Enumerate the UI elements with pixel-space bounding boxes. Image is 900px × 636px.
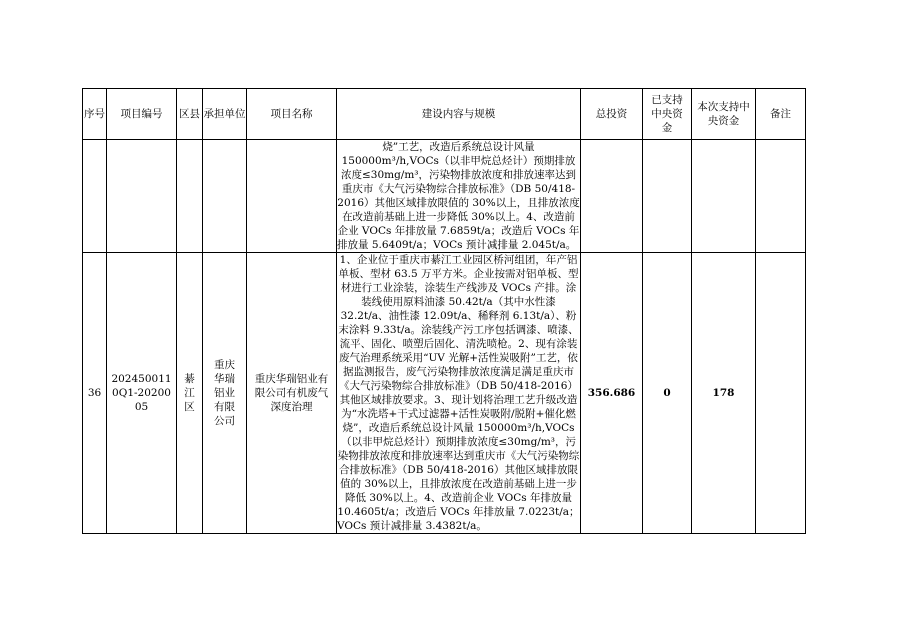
row-seq: 36 [83, 253, 107, 534]
header-seq: 序号 [83, 89, 107, 140]
cont-remark [756, 140, 806, 253]
cont-code [107, 140, 177, 253]
row-unit: 重庆华瑞铝业有限公司 [203, 253, 247, 534]
row-code: 2024500110Q1-2020005 [107, 253, 177, 534]
table-row [83, 253, 806, 534]
row-remark [756, 253, 806, 534]
header-district: 区县 [177, 89, 203, 140]
cont-district [177, 140, 203, 253]
cont-current [692, 140, 756, 253]
header-supported: 已支持中央资金 [643, 89, 692, 140]
table-row-continued [83, 140, 806, 253]
cont-content: 烧”工艺，改造后系统总设计风量 150000m³/h,VOCs（以非甲烷总烃计）预期排放浓度≤30mg/m³，污染物排放浓度和排放速率达到重庆市《大气污染物综合排放标准》（DB 50/418-2016）其他区域排放限值的 30%以上，且排放浓度在改造前基础上进一步降低 30%以上。4、改造前企业 VOCs 年排放量 7.6859t/a；改造后 VOCs 年排放量 5.6409t/a；VOCs 预计减排量 2.045t/a。 [337, 141, 580, 251]
header-name: 项目名称 [247, 89, 337, 140]
header-total: 总投资 [581, 89, 643, 140]
row-current: 178 [692, 253, 756, 534]
cont-seq [83, 140, 107, 253]
cont-supported [643, 140, 692, 253]
header-current: 本次支持中央资金 [692, 89, 756, 140]
row-content: 1、企业位于重庆市綦江工业园区桥河组团，年产铝单板、型材 63.5 万平方米。企业按需对铝单板、型材进行工业涂装，涂装生产线涉及 VOCs 产排。涂装线使用原料油漆 50.42t/a（其中水性漆 32.2t/a、油性漆 12.09t/a、稀释剂 6.13t/a）、粉末涂料 9.33t/a。涂装线产污工序包括调漆、喷漆、流平、固化、喷塑后固化、清洗喷枪。2、现有涂装废气治理系统采用“UV 光解+活性炭吸附”工艺，依据监测报告，废气污染物排放浓度满足满足重庆市《大气污染物综合排放标准》（DB 50/418-2016）其他区域排放要求。3、现计划将治理工艺升级改造为“水洗塔+干式过滤器+活性炭吸附/脱附+催化燃烧”，改造后系统总设计风量 150000m³/h,VOCs（以非甲烷总烃计）预期排放浓度≤30mg/m³，污染物排放浓度和排放速率达到重庆市《大气污染物综合排放标准》（DB 50/418-2016）其他区域排放限值的 30%以上，且排放浓度在改造前基础上进一步降低 30%以上。4、改造前企业 VOCs 年排放量 10.4605t/a；改造后 VOCs 年排放量 7.0223t/a；VOCs 预计减排量 3.4382t/a。 [337, 254, 580, 532]
row-name: 重庆华瑞铝业有限公司有机废气深度治理 [247, 253, 337, 534]
table-header-row [83, 89, 806, 140]
row-supported: 0 [643, 253, 692, 534]
row-district: 綦江区 [177, 253, 203, 534]
header-code: 项目编号 [107, 89, 177, 140]
cont-unit [203, 140, 247, 253]
cont-total [581, 140, 643, 253]
header-content: 建设内容与规模 [337, 89, 581, 140]
header-remark: 备注 [756, 89, 806, 140]
project-table [82, 88, 806, 534]
cont-name [247, 140, 337, 253]
row-total: 356.686 [581, 253, 643, 534]
header-unit: 承担单位 [203, 89, 247, 140]
